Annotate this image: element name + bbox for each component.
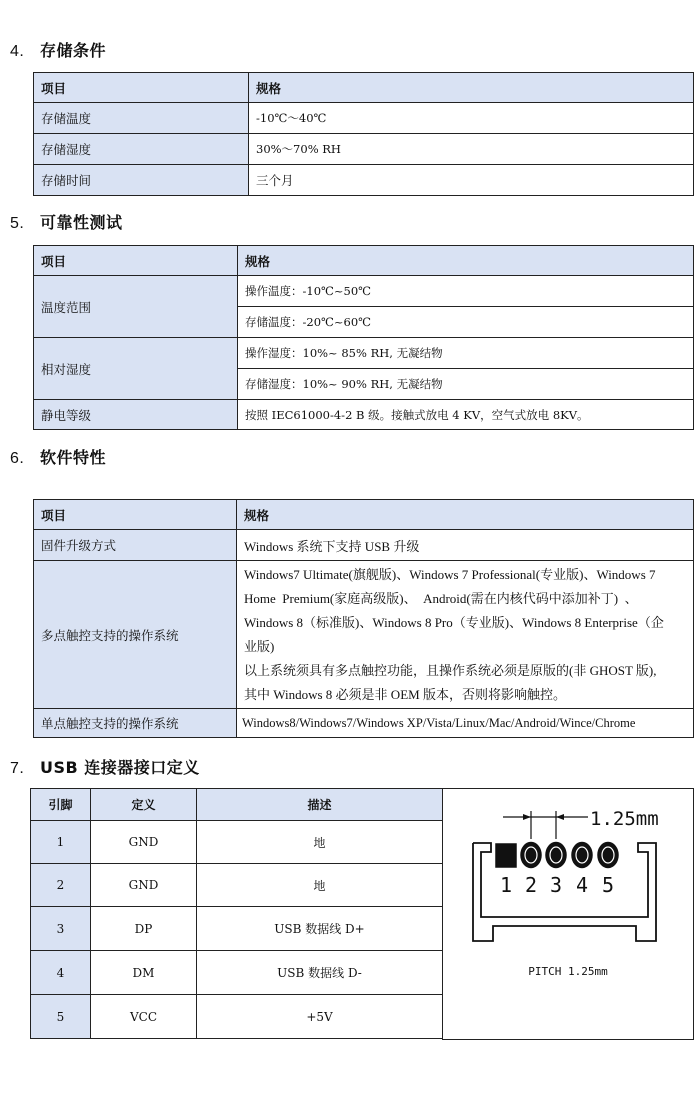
row-spec: -10℃～40℃ (249, 103, 694, 134)
row-spec: 存储温度：-20℃~60℃ (238, 307, 694, 338)
section-title: 软件特性 (40, 448, 107, 467)
pin-round (598, 843, 618, 868)
software-table (33, 499, 694, 738)
table-row (31, 951, 443, 995)
pin-definition: GND (91, 864, 197, 907)
row-spec-multiline (237, 561, 694, 709)
pin-number: 2 (31, 864, 91, 907)
pin-number-label: 4 (575, 873, 589, 897)
spec-line: Windows7 Ultimate(旗舰版)、Windows 7 Professional(专业版)、Windows 7 (244, 566, 656, 582)
table-row (34, 530, 694, 561)
pin-number: 4 (31, 951, 91, 995)
row-spec: 操作温度：-10℃~50℃ (238, 276, 694, 307)
table-header-row (31, 789, 443, 821)
section-number: 7. (10, 760, 25, 777)
table-row (34, 165, 694, 196)
pin-number-label: 1 (499, 873, 513, 897)
pin-description: +5V (197, 995, 443, 1039)
pin-number-label: 3 (549, 873, 563, 897)
pitch-arrow (523, 814, 531, 820)
section-heading-software (10, 445, 106, 468)
pin-description: 地 (197, 864, 443, 907)
header-spec: 规格 (238, 246, 694, 276)
header-spec: 规格 (237, 500, 694, 530)
table-row (34, 709, 694, 738)
section-title: USB 连接器接口定义 (40, 758, 200, 777)
table-row (34, 338, 694, 369)
table-header-row (34, 73, 694, 103)
table-row (34, 276, 694, 307)
pin-number-label: 5 (601, 873, 615, 897)
section-number: 6. (10, 450, 25, 467)
section-heading-storage (10, 38, 106, 61)
pin-1-square (496, 844, 516, 867)
row-spec: Windows 系统下支持 USB 升级 (237, 530, 694, 561)
section-title: 可靠性测试 (40, 213, 123, 232)
row-item: 静电等级 (34, 400, 238, 430)
pin-description: USB 数据线 D- (197, 951, 443, 995)
pin-number: 1 (31, 821, 91, 864)
row-spec: 三个月 (249, 165, 694, 196)
section-heading-reliability (10, 210, 123, 233)
row-item: 单点触控支持的操作系统 (34, 709, 237, 738)
spec-line: Windows 8（标准版)、Windows 8 Pro（专业版)、Windows 8 Enterprise（企 (244, 614, 664, 630)
reliability-table (33, 245, 694, 430)
row-item: 多点触控支持的操作系统 (34, 561, 237, 709)
header-item: 项目 (34, 73, 249, 103)
table-row (31, 821, 443, 864)
section-number: 5. (10, 215, 25, 232)
pin-number: 3 (31, 907, 91, 951)
spec-line: Home Premium(家庭高级版)、 Android(需在内核代码中添加补丁) 、 (244, 590, 638, 606)
row-item: 存储湿度 (34, 134, 249, 165)
usb-pin-table (30, 788, 443, 1039)
spec-line: 业版) (244, 638, 275, 654)
pin-definition: DM (91, 951, 197, 995)
pin-round (521, 843, 541, 868)
row-item: 固件升级方式 (34, 530, 237, 561)
row-spec: 按照 IEC61000-4-2 B 级。接触式放电 4 KV，空气式放电 8KV。 (238, 400, 694, 430)
table-row (31, 995, 443, 1039)
pin-definition: GND (91, 821, 197, 864)
pin-definition: VCC (91, 995, 197, 1039)
spec-line: 其中 Windows 8 必须是非 OEM 版本，否则将影响触控。 (244, 686, 566, 702)
header-description: 描述 (197, 789, 443, 821)
section-title: 存储条件 (40, 41, 107, 60)
row-spec: 30%～70% RH (249, 134, 694, 165)
connector-drawing (443, 789, 693, 959)
pin-description: 地 (197, 821, 443, 864)
spec-line: 以上系统须具有多点触控功能，且操作系统必须是原版的(非 GHOST 版), (244, 662, 657, 678)
row-spec: 存储湿度：10%~ 90% RH, 无凝结物 (238, 369, 694, 400)
pin-description: USB 数据线 D+ (197, 907, 443, 951)
connector-diagram (442, 788, 694, 1040)
header-item: 项目 (34, 246, 238, 276)
header-definition: 定义 (91, 789, 197, 821)
section-number: 4. (10, 43, 25, 60)
row-item: 存储温度 (34, 103, 249, 134)
pin-round (546, 843, 566, 868)
table-row (31, 907, 443, 951)
pitch-caption: PITCH 1.25mm (528, 965, 608, 978)
table-row (34, 103, 694, 134)
section-heading-usb (10, 755, 200, 778)
header-item: 项目 (34, 500, 237, 530)
row-item: 存储时间 (34, 165, 249, 196)
header-pin: 引脚 (31, 789, 91, 821)
table-row (34, 400, 694, 430)
header-spec: 规格 (249, 73, 694, 103)
pin-definition: DP (91, 907, 197, 951)
pin-number-label: 2 (524, 873, 538, 897)
pin-round (572, 843, 592, 868)
table-row (34, 134, 694, 165)
table-row (31, 864, 443, 907)
row-spec: Windows8/Windows7/Windows XP/Vista/Linux/Mac/Android/Wince/Chrome (237, 709, 694, 738)
storage-table (33, 72, 694, 196)
table-row (34, 561, 694, 709)
pitch-arrow (556, 814, 564, 820)
row-item: 相对湿度 (34, 338, 238, 400)
row-spec: 操作湿度：10%~ 85% RH, 无凝结物 (238, 338, 694, 369)
table-header-row (34, 500, 694, 530)
row-item: 温度范围 (34, 276, 238, 338)
pin-number: 5 (31, 995, 91, 1039)
table-header-row (34, 246, 694, 276)
pitch-label: 1.25mm (590, 808, 659, 830)
